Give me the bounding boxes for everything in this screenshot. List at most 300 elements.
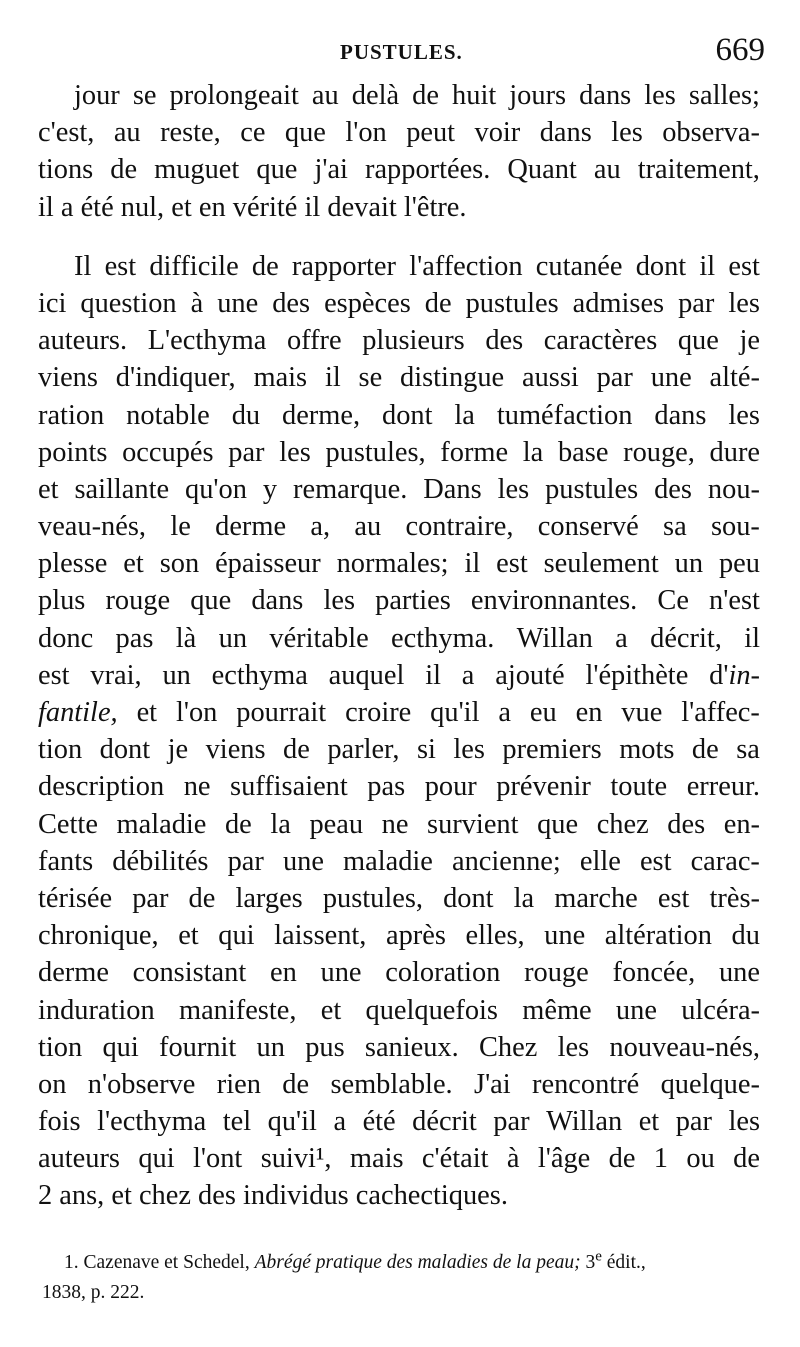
word: a [461, 659, 475, 691]
word: elles, [465, 920, 525, 952]
word: viens [38, 362, 98, 394]
word: pour [424, 771, 477, 803]
word: viens [205, 734, 266, 766]
word: auteurs. [38, 325, 128, 357]
word: des [198, 1180, 243, 1212]
word: de [733, 1143, 760, 1175]
word: une [282, 845, 324, 877]
word: carac- [690, 845, 760, 877]
word: consistant [132, 957, 247, 989]
text-line [38, 1103, 760, 1140]
word: 2 [38, 1180, 60, 1212]
word: en [198, 191, 233, 223]
word: coloration [385, 957, 501, 989]
word: sa [663, 511, 687, 543]
word: à [190, 287, 204, 319]
word: manifeste, [178, 994, 297, 1026]
word: par [228, 436, 265, 468]
word: sa [736, 734, 760, 766]
word: rencontré [532, 1068, 640, 1100]
word: d'indiquer, [115, 362, 236, 394]
word: environnantes. [470, 585, 638, 617]
word: admises [572, 287, 665, 319]
word: dans [539, 117, 592, 149]
word: et [38, 473, 59, 505]
word: eu [529, 697, 557, 728]
word: contraire, [405, 511, 514, 543]
word: et [171, 191, 199, 223]
word: que [677, 325, 719, 357]
word: il [425, 659, 441, 691]
word: là [175, 622, 197, 654]
word: c'est, [38, 117, 95, 149]
word: parties [375, 585, 451, 617]
word: erreur. [686, 771, 760, 803]
word: les [611, 117, 643, 149]
word: les [453, 734, 485, 766]
word: nou- [707, 473, 760, 505]
text-line [38, 880, 760, 917]
word: peau [309, 808, 364, 840]
word: décrit [412, 1106, 477, 1138]
word: rien [216, 1068, 261, 1100]
word: J'ai [474, 1068, 511, 1100]
word: au [354, 511, 382, 543]
word: j'ai [314, 154, 348, 186]
word: il [304, 191, 328, 223]
word: pus [305, 1031, 345, 1063]
word: et [320, 994, 342, 1026]
word: prévenir [496, 771, 591, 803]
word: auquel [328, 659, 405, 691]
text-line [38, 1140, 760, 1177]
word: c'était [421, 1143, 489, 1175]
word: pustules, [322, 882, 423, 914]
word: est [38, 659, 70, 691]
word: reste, [160, 117, 221, 149]
word: tuméfaction [496, 399, 633, 431]
word: Willan [516, 622, 593, 654]
word: ration [38, 399, 105, 431]
word: l'être. [403, 191, 467, 223]
word: points [38, 436, 108, 468]
footnote-edition [585, 1248, 646, 1273]
word: mais [253, 362, 308, 394]
page-number: 669 [715, 32, 765, 68]
word: huit [452, 80, 497, 111]
word: des [272, 287, 311, 319]
word: question [80, 287, 177, 319]
word: cutanée [535, 250, 623, 282]
word: la [522, 436, 544, 468]
word: la [454, 399, 475, 431]
word: rapporter [291, 250, 396, 282]
word: maladie [343, 845, 433, 877]
word: voir [474, 117, 521, 149]
word: et [178, 920, 199, 952]
word: pustules [465, 287, 559, 319]
word: par [596, 362, 633, 394]
word: une [320, 957, 362, 989]
word: que [190, 585, 232, 617]
word: nul, [120, 191, 172, 223]
text-line [38, 917, 760, 954]
word: quelquefois [365, 994, 498, 1026]
word: et [638, 1106, 660, 1138]
word: mots [619, 734, 675, 766]
word: débilités [112, 845, 209, 877]
word: ajouté [495, 659, 565, 691]
word: un [162, 659, 191, 691]
word: dont [382, 399, 433, 431]
word: Chez [479, 1031, 538, 1063]
footnote-title: Abrégé pratique des maladies de la peau; [254, 1252, 581, 1273]
word: pourrait [236, 697, 327, 728]
text-line [38, 151, 760, 188]
word: elle [579, 845, 621, 877]
word: l'âge [537, 1143, 591, 1175]
word: Il [74, 250, 92, 282]
word: qui [218, 920, 255, 952]
word: il [699, 250, 716, 282]
word: ou [686, 1143, 715, 1175]
word: les [728, 287, 760, 319]
word: rouge [524, 957, 589, 989]
word: Willan [546, 1106, 623, 1138]
word: aussi [521, 362, 579, 394]
word: de [188, 882, 216, 914]
word: un [674, 548, 704, 580]
text-line [38, 992, 760, 1029]
word: que [537, 808, 579, 840]
word: qu'on [185, 473, 247, 505]
word: les [728, 1106, 760, 1138]
word: individus [243, 1180, 356, 1212]
word: dont [635, 250, 687, 282]
word: premiers [502, 734, 602, 766]
word: de [691, 734, 719, 766]
word: Cette [38, 808, 98, 840]
word: sanieux. [364, 1031, 459, 1063]
word: par [678, 287, 715, 319]
word: pas [115, 622, 154, 654]
text-line [38, 1066, 760, 1103]
word: larges [235, 882, 303, 914]
word: est [728, 250, 760, 282]
word: n'est [709, 585, 760, 617]
word: ans, [59, 1180, 112, 1212]
word: ce [240, 117, 266, 149]
word: en [269, 957, 297, 989]
word: en- [723, 808, 760, 840]
word: caractères [543, 325, 658, 357]
word: observa- [662, 117, 760, 149]
word: le [170, 511, 191, 543]
word: salles; [688, 80, 760, 111]
word: et [136, 697, 158, 728]
word: forme [440, 436, 509, 468]
text-line [38, 434, 760, 471]
word: est [657, 882, 690, 914]
word: fois [38, 1106, 81, 1138]
footnote-edition-rest: édit., [606, 1252, 646, 1273]
word: des [485, 325, 524, 357]
word: qu'il [267, 1106, 317, 1138]
word: rouge [105, 585, 171, 617]
word: à [506, 1143, 520, 1175]
word: dans [251, 585, 304, 617]
word: semblable. [330, 1068, 453, 1100]
word: dont [99, 734, 151, 766]
word: si [416, 734, 436, 766]
text-line [38, 248, 760, 285]
word: devait [327, 191, 404, 223]
word: dans [579, 80, 632, 111]
word: au [311, 80, 339, 111]
footnote-marker: 1. [64, 1252, 79, 1273]
word: l'affec- [681, 697, 760, 728]
word: saillante [74, 473, 170, 505]
word: pustules [545, 473, 639, 505]
word: épaisseur [215, 548, 321, 580]
word: ancienne; [451, 845, 561, 877]
paragraph-gap [38, 226, 760, 248]
word: été [362, 1106, 396, 1138]
word: l'on [345, 117, 387, 149]
text-line [38, 508, 760, 545]
word: sou- [710, 511, 760, 543]
word: n'observe [87, 1068, 196, 1100]
word: vrai, [90, 659, 142, 691]
word: une [650, 362, 692, 394]
word: jours [509, 80, 567, 111]
word: dure [709, 436, 760, 468]
word: parler, [327, 734, 400, 766]
word: une [217, 287, 259, 319]
text-line [38, 285, 760, 322]
word: par [227, 845, 264, 877]
word: vue [621, 697, 663, 728]
word: tion [38, 734, 83, 766]
word: altération [604, 920, 712, 952]
word: que [284, 117, 326, 149]
text-line [38, 397, 760, 434]
word: après [385, 920, 446, 952]
word: de [412, 80, 439, 111]
word: un [256, 1031, 285, 1063]
body-text [38, 77, 760, 1215]
word: tel [222, 1106, 252, 1138]
word: a [60, 191, 81, 223]
word: maladie [116, 808, 207, 840]
word: quelque- [660, 1068, 760, 1100]
word: conservé [537, 511, 639, 543]
word: du [231, 399, 261, 431]
text-line [38, 114, 760, 151]
footnote [42, 1248, 754, 1308]
word: térisée [38, 882, 113, 914]
word: distingue [400, 362, 505, 394]
word: ne [183, 771, 211, 803]
word: a [615, 622, 628, 654]
word: mais [349, 1143, 404, 1175]
text-line [38, 1029, 760, 1066]
word: difficile [149, 250, 239, 282]
word: chez [138, 1180, 199, 1212]
word: ici [38, 287, 67, 319]
word: tions [38, 154, 94, 186]
word: suivi¹, [260, 1143, 332, 1175]
word: pas [367, 771, 406, 803]
word: un [218, 622, 248, 654]
word: se [132, 80, 157, 111]
word: rapportées. [365, 154, 491, 186]
word: les [323, 585, 356, 617]
word: il [744, 622, 760, 654]
word: offre [286, 325, 342, 357]
word: prolongeait [169, 80, 299, 111]
word: il [324, 362, 341, 394]
word: rouge, [623, 436, 695, 468]
word: l'affection [409, 250, 523, 282]
paragraph-2 [38, 248, 760, 1215]
word: dans [654, 399, 707, 431]
word: fantile, [38, 697, 118, 728]
running-title: PUSTULES. [340, 40, 463, 64]
word: l'on [175, 697, 218, 728]
word: je [739, 325, 760, 357]
word: normales; [336, 548, 449, 580]
word: l'ont [193, 1143, 243, 1175]
word: la [513, 882, 535, 914]
word: une [718, 957, 760, 989]
word: peu [718, 548, 760, 580]
word: son [159, 548, 200, 580]
word: des [667, 808, 706, 840]
word: ecthyma [211, 659, 308, 691]
word: traitement, [637, 154, 760, 186]
word: de [608, 1143, 636, 1175]
word: y [262, 473, 278, 505]
word: foncée, [612, 957, 696, 989]
word: des [654, 473, 692, 505]
text-line [38, 657, 760, 694]
word: ulcéra- [681, 994, 760, 1026]
word: cachectiques. [355, 1180, 508, 1212]
word: a, [310, 511, 331, 543]
word: les [644, 80, 676, 111]
word: l'épithète [585, 659, 689, 691]
word: fants [38, 845, 94, 877]
word: qui [138, 1143, 175, 1175]
word: dont [443, 882, 494, 914]
word: survient [427, 808, 519, 840]
word: une [615, 994, 657, 1026]
word: et [111, 1180, 139, 1212]
word: d'in- [709, 659, 760, 691]
word: l'ecthyma [97, 1106, 207, 1138]
word: derme [38, 957, 109, 989]
word: muguet [154, 154, 240, 186]
word: les [557, 1031, 590, 1063]
footnote-author: Cazenave et Schedel, [83, 1252, 250, 1273]
word: plusieurs [362, 325, 465, 357]
word: base [557, 436, 609, 468]
word: Dans [423, 473, 482, 505]
word: notable [126, 399, 210, 431]
word: ecthyma. [391, 622, 495, 654]
word: on [38, 1068, 67, 1100]
footnote-line-2: 1838, p. 222. [42, 1282, 145, 1303]
word: delà [351, 80, 400, 111]
word: a [333, 1106, 347, 1138]
word: en [575, 697, 603, 728]
word: est [639, 845, 672, 877]
word: que [256, 154, 298, 186]
word: plesse [38, 548, 108, 580]
word: véritable [269, 622, 369, 654]
word: une [544, 920, 586, 952]
word: vérité [232, 191, 305, 223]
word: la [270, 808, 291, 840]
word: se [358, 362, 383, 394]
text-line [38, 954, 760, 991]
word: 1 [653, 1143, 668, 1175]
text-line [38, 1177, 760, 1214]
word: au [113, 117, 141, 149]
word: fournit [158, 1031, 237, 1063]
word: par [132, 882, 169, 914]
word: qui [102, 1031, 139, 1063]
text-line [38, 768, 760, 805]
text-line [38, 694, 760, 731]
word: de [110, 154, 138, 186]
word: qu'il [430, 697, 480, 728]
word: de [282, 1068, 310, 1100]
word: est [496, 548, 528, 580]
word: et [123, 548, 144, 580]
text-line [38, 806, 760, 843]
word: les [279, 436, 311, 468]
word: les [728, 399, 760, 431]
word: suffisaient [230, 771, 348, 803]
word: Ce [657, 585, 689, 617]
word: remarque. [293, 473, 408, 505]
word: par [675, 1106, 712, 1138]
paragraph-1 [38, 77, 760, 226]
word: les [497, 473, 530, 505]
word: je [167, 734, 189, 766]
word: espèces [324, 287, 411, 319]
word: description [38, 771, 165, 803]
word: chez [596, 808, 649, 840]
text-line [38, 471, 760, 508]
word: derme, [282, 399, 361, 431]
word: marche [554, 882, 638, 914]
word: très- [709, 882, 760, 914]
text-line [38, 545, 760, 582]
word: alté- [709, 362, 760, 394]
word: de [283, 734, 310, 766]
word: a [498, 697, 511, 728]
word: il [464, 548, 481, 580]
word: de [224, 808, 252, 840]
word: pustules, [325, 436, 426, 468]
word: chronique, [38, 920, 159, 952]
word: du [731, 920, 760, 952]
text-line [38, 843, 760, 880]
text-line [38, 620, 760, 657]
